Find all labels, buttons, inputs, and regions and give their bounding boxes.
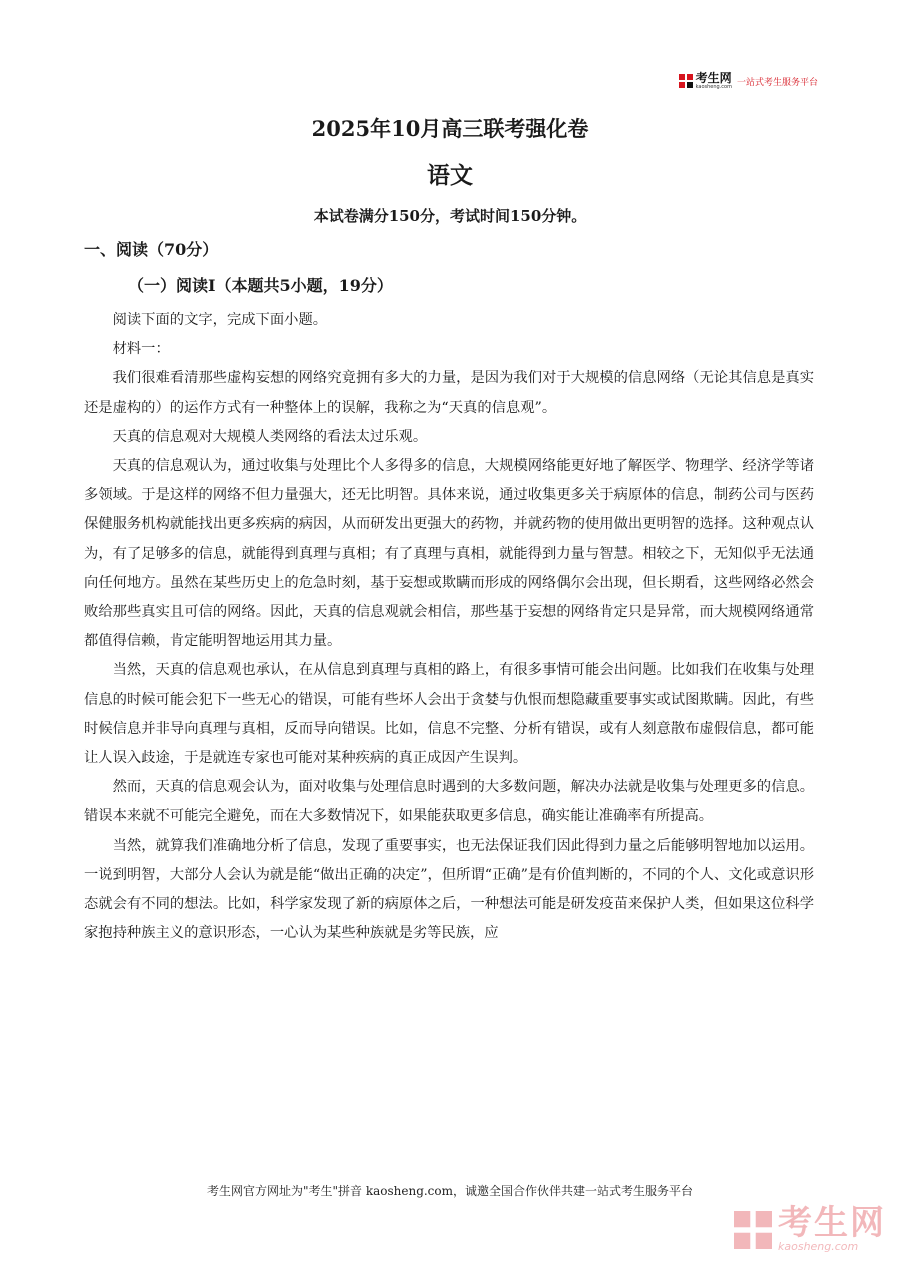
exam-title: 2025年10月高三联考强化卷: [311, 116, 589, 141]
watermark: [734, 1203, 886, 1253]
paragraph: 当然，天真的信息观也承认，在从信息到真理与真相的路上，有很多事情可能会出问题。比如我们在收集与处理信息的时候可能会犯下一些无心的错误，可能有些坏人会出于贪婪与仇恨而想隐藏重要事实或试图欺瞒。因此，有些时候信息并非导向真理与真相，反而导向错误。比如，信息不完整、分析有错误，或有人刻意散布虚假信息，都可能让人误入歧途，于是就连专家也可能对某种疾病的真正成因产生误判。: [84, 662, 814, 767]
section-subtitle: （一）阅读Ⅰ（本题共5小题，19分）: [128, 276, 393, 295]
material-label: 材料一：: [112, 341, 170, 358]
subject-title: 语文: [427, 162, 473, 189]
paragraph: 我们很难看清那些虚构妄想的网络究竟拥有多大的力量，是因为我们对于大规模的信息网络（无论其信息是真实还是虚构的）的运作方式有一种整体上的误解，我称之为“天真的信息观”。: [84, 370, 814, 416]
header-logo: [679, 72, 818, 90]
logo-brand: 考生网: [695, 71, 732, 85]
paragraph: 当然，就算我们准确地分析了信息，发现了重要事实，也无法保证我们因此得到力量之后能够明智地加以运用。一说到明智，大部分人会认为就是能“做出正确的决定”，但所谓“正确”是有价值判断的，不同的个人、文化或意识形态就会有不同的想法。比如，科学家发现了新的病原体之后，一种想法可能是研发疫苗来保护人类，但如果这位科学家抱持种族主义的意识形态，一心认为某些种族就是劣等民族，应: [84, 837, 814, 942]
paragraph: 然而，天真的信息观会认为，面对收集与处理信息时遇到的大多数问题，解决办法就是收集与处理更多的信息。错误本来就不可能完全避免，而在大多数情况下，如果能获取更多信息，确实能让准确率有所提高。: [84, 779, 814, 825]
watermark-logo-icon: [734, 1211, 772, 1249]
section-title: 一、阅读（70分）: [84, 240, 219, 259]
logo-slogan: 一站式考生服务平台: [736, 77, 818, 88]
directions: 阅读下面的文字，完成下面小题。: [112, 312, 328, 328]
kaosheng-logo-icon: [679, 74, 693, 88]
paragraph: 天真的信息观认为，通过收集与处理比个人多得多的信息，大规模网络能更好地了解医学、物理学、经济学等诸多领域。于是这样的网络不但力量强大，还无比明智。具体来说，通过收集更多关于病原体的信息，制药公司与医药保健服务机构就能找出更多疾病的病因，从而研发出更强大的药物，并就药物的使用做出更明智的选择。这种观点认为，有了足够多的信息，就能得到真理与真相；有了真理与真相，就能得到力量与智慧。相较之下，无知似乎无法通向任何地方。虽然在某些历史上的危急时刻，基于妄想或欺瞒而形成的网络偶尔会出现，但长期看，这些网络必然会败给那些真实且可信的网络。因此，天真的信息观就会相信，那些基于妄想的网络肯定只是异常，而大规模网络通常都值得信赖，肯定能明智地运用其力量。: [84, 458, 814, 650]
paragraph: 天真的信息观对大规模人类网络的看法太过乐观。: [112, 428, 428, 445]
reading-passage: [84, 306, 814, 948]
exam-instructions: 本试卷满分150分，考试时间150分钟。: [313, 207, 587, 225]
page-footer: 考生网官方网址为"考生"拼音 kaosheng.com，诚邀全国合作伙伴共建一站式考生服务平台: [206, 1184, 694, 1198]
watermark-brand: 考生网: [778, 1203, 886, 1243]
logo-domain: kaosheng.com: [695, 84, 732, 90]
watermark-domain: kaosheng.com: [778, 1240, 859, 1253]
